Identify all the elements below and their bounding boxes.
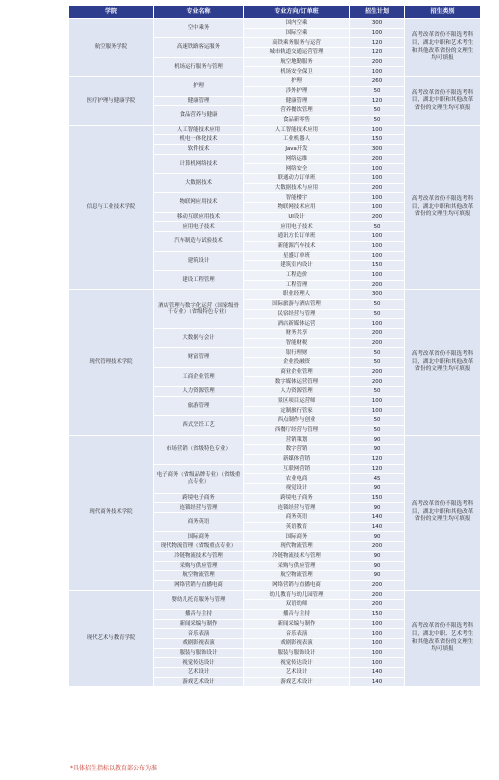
direction-cell: 连锁经营与管理 <box>244 503 350 513</box>
plan-count-cell: 200 <box>350 600 405 610</box>
admission-category: 高考改革省份不限选考科目，湖北中职和其他改革省份的文理生均可填报 <box>405 290 481 435</box>
plan-count-cell: 50 <box>350 416 405 426</box>
plan-count-cell: 100 <box>350 28 405 38</box>
direction-cell: 民宿经营与管理 <box>244 309 350 319</box>
major-name: 市场营销（省级特色专业） <box>154 435 244 464</box>
major-name: 大数据技术 <box>154 174 244 193</box>
major-name: 艺术设计 <box>154 668 244 678</box>
plan-count-cell: 200 <box>350 212 405 222</box>
direction-cell: 食品新零售 <box>244 115 350 125</box>
major-name: 高速铁路客运服务 <box>154 38 244 57</box>
major-name: 物联网应用技术 <box>154 193 244 212</box>
plan-count-cell: 150 <box>350 261 405 271</box>
direction-cell: 戏剧影视表演 <box>244 639 350 649</box>
plan-count-cell: 100 <box>350 203 405 213</box>
major-name: 人力资源管理 <box>154 387 244 397</box>
table-row <box>69 77 481 87</box>
major-name: 工商企业管理 <box>154 367 244 386</box>
plan-count-cell: 200 <box>350 280 405 290</box>
major-name: 采购与供应管理 <box>154 561 244 571</box>
major-name: 健康管理 <box>154 96 244 106</box>
plan-count-cell: 200 <box>350 590 405 600</box>
direction-cell: 网络运维 <box>244 154 350 164</box>
direction-cell: 应用电子技术 <box>244 222 350 232</box>
major-name: 新闻采编与制作 <box>154 619 244 629</box>
plan-count-cell: 140 <box>350 513 405 523</box>
direction-cell: 营销策划 <box>244 435 350 445</box>
major-name: 汽车制造与试验技术 <box>154 232 244 251</box>
plan-count-cell: 90 <box>350 532 405 542</box>
plan-count-cell: 50 <box>350 299 405 309</box>
direction-cell: 国内空乘 <box>244 19 350 29</box>
direction-cell: 财务共享 <box>244 329 350 339</box>
direction-cell: 视觉传达设计 <box>244 658 350 668</box>
direction-cell: 航空地勤服务 <box>244 57 350 67</box>
direction-cell: 英语教育 <box>244 522 350 532</box>
college-name: 航空服务学院 <box>69 19 154 77</box>
direction-cell: 国际空乘 <box>244 28 350 38</box>
plan-count-cell: 100 <box>350 232 405 242</box>
college-name: 信息与工业技术学院 <box>69 125 154 290</box>
plan-count-cell: 100 <box>350 270 405 280</box>
plan-count-cell: 50 <box>350 115 405 125</box>
direction-cell: 西点制作与创业 <box>244 416 350 426</box>
direction-cell: 景区项目运营师 <box>244 396 350 406</box>
plan-count-cell: 90 <box>350 551 405 561</box>
college-name: 现代管理技术学院 <box>69 290 154 435</box>
table-header-row <box>69 6 481 19</box>
admission-category: 高考改革省份不限选考科目，湖北中职和其他改革省份的文理生均可填报 <box>405 435 481 590</box>
major-name: 国际商务 <box>154 532 244 542</box>
direction-cell: 高铁乘务服务与运营 <box>244 38 350 48</box>
direction-cell: 新能源汽车技术 <box>244 241 350 251</box>
direction-cell: 人力资源管理 <box>244 387 350 397</box>
plan-count-cell: 100 <box>350 648 405 658</box>
direction-cell: 艺术设计 <box>244 668 350 678</box>
major-name: 软件技术 <box>154 144 244 154</box>
plan-count-cell: 200 <box>350 338 405 348</box>
header-college: 学院 <box>69 6 154 19</box>
plan-count-cell: 200 <box>350 580 405 590</box>
plan-count-cell: 100 <box>350 396 405 406</box>
footnote: *具体招生指标以教育部公布为准 <box>70 765 158 772</box>
direction-cell: 智能楼宇 <box>244 193 350 203</box>
header-direction: 专业方向/订单班 <box>244 6 350 19</box>
major-name: 建筑设计 <box>154 251 244 270</box>
plan-count-cell: 100 <box>350 125 405 135</box>
direction-cell: 跨境电子商务 <box>244 493 350 503</box>
plan-count-cell: 140 <box>350 668 405 678</box>
plan-count-cell: 200 <box>350 377 405 387</box>
direction-cell: 播音与主持 <box>244 609 350 619</box>
direction-cell: 营养餐饮管理 <box>244 106 350 116</box>
direction-cell: 人工智能技术应用 <box>244 125 350 135</box>
direction-cell: 智能财税 <box>244 338 350 348</box>
direction-cell: 企业投融资 <box>244 358 350 368</box>
plan-count-cell: 50 <box>350 425 405 435</box>
direction-cell: 定制旅行管家 <box>244 406 350 416</box>
plan-count-cell: 140 <box>350 677 405 687</box>
table-row <box>69 435 481 445</box>
direction-cell: 西餐厅经营与管理 <box>244 425 350 435</box>
major-name: 网络营销与直播电商 <box>154 580 244 590</box>
direction-cell: 城市轨道交通运营管理 <box>244 48 350 58</box>
plan-count-cell: 100 <box>350 174 405 184</box>
plan-count-cell: 50 <box>350 348 405 358</box>
major-name: 跨境电子商务 <box>154 493 244 503</box>
plan-count-cell: 50 <box>350 309 405 319</box>
plan-count-cell: 100 <box>350 193 405 203</box>
direction-cell: 工程管理 <box>244 280 350 290</box>
plan-count-cell: 100 <box>350 164 405 174</box>
direction-cell: 职业经理人 <box>244 290 350 300</box>
major-name: 移动互联应用技术 <box>154 212 244 222</box>
major-name: 应用电子技术 <box>154 222 244 232</box>
direction-cell: 联通动力订单班 <box>244 174 350 184</box>
plan-count-cell: 200 <box>350 542 405 552</box>
major-name: 大数据与会计 <box>154 329 244 348</box>
major-name: 食品营养与健康 <box>154 106 244 125</box>
table-row <box>69 19 481 29</box>
plan-count-cell: 140 <box>350 522 405 532</box>
plan-count-cell: 90 <box>350 484 405 494</box>
direction-cell: 机场安全保卫 <box>244 67 350 77</box>
plan-count-cell: 120 <box>350 48 405 58</box>
direction-cell: 航空物流管理 <box>244 571 350 581</box>
direction-cell: UI设计 <box>244 212 350 222</box>
table-row <box>69 125 481 135</box>
major-name: 西式烹饪工艺 <box>154 416 244 435</box>
major-name: 视觉传达设计 <box>154 658 244 668</box>
admission-plan-table <box>68 5 481 687</box>
plan-count-cell: 50 <box>350 387 405 397</box>
major-name: 酒店管理与数字化运营（国家级骨干专业）（省级特色专业） <box>154 290 244 329</box>
major-name: 机电一体化技术 <box>154 135 244 145</box>
direction-cell: 工程造价 <box>244 270 350 280</box>
plan-count-cell: 90 <box>350 561 405 571</box>
major-name: 连锁经营与管理 <box>154 503 244 513</box>
plan-count-cell: 120 <box>350 454 405 464</box>
direction-cell: Java开发 <box>244 144 350 154</box>
header-plan: 招生计划 <box>350 6 405 19</box>
direction-cell: 新媒体营销 <box>244 454 350 464</box>
direction-cell: 酒店新媒体运营 <box>244 319 350 329</box>
major-name: 计算机网络技术 <box>154 154 244 173</box>
college-name: 现代艺术与教育学院 <box>69 590 154 687</box>
plan-count-cell: 300 <box>350 19 405 29</box>
major-name: 戏剧影视表演 <box>154 639 244 649</box>
plan-count-cell: 200 <box>350 329 405 339</box>
plan-count-cell: 90 <box>350 503 405 513</box>
plan-count-cell: 120 <box>350 38 405 48</box>
direction-cell: 商务英语 <box>244 513 350 523</box>
major-name: 游戏艺术设计 <box>154 677 244 687</box>
plan-count-cell: 45 <box>350 474 405 484</box>
direction-cell: 网络营销与直播电商 <box>244 580 350 590</box>
plan-count-cell: 50 <box>350 86 405 96</box>
major-name: 旅游管理 <box>154 396 244 415</box>
major-name: 空中乘务 <box>154 19 244 38</box>
direction-cell: 大数据技术与应用 <box>244 183 350 193</box>
direction-cell: 农业电商 <box>244 474 350 484</box>
direction-cell: 视觉设计 <box>244 484 350 494</box>
direction-cell: 健康管理 <box>244 96 350 106</box>
college-name: 现代商务技术学院 <box>69 435 154 590</box>
direction-cell: 国际旅游与酒店管理 <box>244 299 350 309</box>
admission-category: 高考改革省份不限选考科目，湖北中职、艺术考生和其他改革省份的文理生均可填报 <box>405 590 481 687</box>
direction-cell: 幼儿教育与幼儿园管理 <box>244 590 350 600</box>
plan-count-cell: 50 <box>350 222 405 232</box>
plan-count-cell: 150 <box>350 493 405 503</box>
plan-count-cell: 100 <box>350 639 405 649</box>
direction-cell: 建筑室内设计 <box>244 261 350 271</box>
direction-cell: 采购与供应管理 <box>244 561 350 571</box>
direction-cell: 游戏艺术设计 <box>244 677 350 687</box>
plan-count-cell: 260 <box>350 77 405 87</box>
direction-cell: 互联网营销 <box>244 464 350 474</box>
plan-count-cell: 100 <box>350 67 405 77</box>
plan-count-cell: 100 <box>350 406 405 416</box>
plan-count-cell: 150 <box>350 135 405 145</box>
direction-cell: 护理 <box>244 77 350 87</box>
major-name: 人工智能技术应用 <box>154 125 244 135</box>
plan-count-cell: 300 <box>350 290 405 300</box>
plan-count-cell: 200 <box>350 183 405 193</box>
header-category: 招生类别 <box>405 6 481 19</box>
table-row <box>69 290 481 300</box>
direction-cell: 双语幼师 <box>244 600 350 610</box>
major-name: 冷链物流技术与管理 <box>154 551 244 561</box>
plan-count-cell: 100 <box>350 319 405 329</box>
admission-category: 高考改革省份不限选考科目，湖北中职和其他改革省份的文理生均可填报 <box>405 125 481 290</box>
major-name: 财富管理 <box>154 348 244 367</box>
plan-count-cell: 120 <box>350 96 405 106</box>
plan-count-cell: 200 <box>350 154 405 164</box>
major-name: 音乐表演 <box>154 629 244 639</box>
direction-cell: 新闻采编与制作 <box>244 619 350 629</box>
direction-cell: 网络安全 <box>244 164 350 174</box>
table-row <box>69 590 481 600</box>
plan-count-cell: 100 <box>350 241 405 251</box>
direction-cell: 商业企业管理 <box>244 367 350 377</box>
direction-cell: 物联网技术应用 <box>244 203 350 213</box>
plan-count-cell: 50 <box>350 106 405 116</box>
major-name: 机场运行服务与管理 <box>154 57 244 76</box>
plan-count-cell: 200 <box>350 57 405 67</box>
major-name: 航空物流管理 <box>154 571 244 581</box>
table-body <box>69 19 481 687</box>
direction-cell: 音乐表演 <box>244 629 350 639</box>
major-name: 现代物流管理（省级重点专业） <box>154 542 244 552</box>
direction-cell: 现代物流管理 <box>244 542 350 552</box>
plan-count-cell: 90 <box>350 571 405 581</box>
plan-count-cell: 100 <box>350 629 405 639</box>
direction-cell: 服装与服饰设计 <box>244 648 350 658</box>
direction-cell: 数字营销 <box>244 445 350 455</box>
plan-count-cell: 150 <box>350 609 405 619</box>
admission-plan-table-wrapper <box>68 5 480 760</box>
admission-category: 高考改革省份不限选考科目，湖北中职和艺术考生和其他改革省份的文理生均可填报 <box>405 19 481 77</box>
major-name: 护理 <box>154 77 244 96</box>
plan-count-cell: 50 <box>350 358 405 368</box>
plan-count-cell: 100 <box>350 251 405 261</box>
major-name: 商务英语 <box>154 513 244 532</box>
direction-cell: 冷链物流技术与管理 <box>244 551 350 561</box>
plan-count-cell: 200 <box>350 367 405 377</box>
direction-cell: 银行理财 <box>244 348 350 358</box>
direction-cell: 星盛订单班 <box>244 251 350 261</box>
plan-count-cell: 100 <box>350 658 405 668</box>
major-name: 建设工程管理 <box>154 270 244 289</box>
direction-cell: 通讯方长订单班 <box>244 232 350 242</box>
plan-count-cell: 100 <box>350 619 405 629</box>
major-name: 婴幼儿托育服务与管理 <box>154 590 244 609</box>
direction-cell: 国际商务 <box>244 532 350 542</box>
major-name: 服装与服饰设计 <box>154 648 244 658</box>
plan-count-cell: 120 <box>350 464 405 474</box>
plan-count-cell: 90 <box>350 435 405 445</box>
direction-cell: 工业机器人 <box>244 135 350 145</box>
major-name: 播音与主持 <box>154 609 244 619</box>
college-name: 医疗护理与健康学院 <box>69 77 154 125</box>
major-name: 电子商务（省级品牌专业）（省级重点专业） <box>154 464 244 493</box>
admission-category: 高考改革省份不限选考科目，湖北中职和其他改革省份的文理生均可填报 <box>405 77 481 125</box>
plan-count-cell: 90 <box>350 445 405 455</box>
header-major: 专业名称 <box>154 6 244 19</box>
direction-cell: 涉外护理 <box>244 86 350 96</box>
direction-cell: 数字媒体运营管理 <box>244 377 350 387</box>
plan-count-cell: 300 <box>350 144 405 154</box>
